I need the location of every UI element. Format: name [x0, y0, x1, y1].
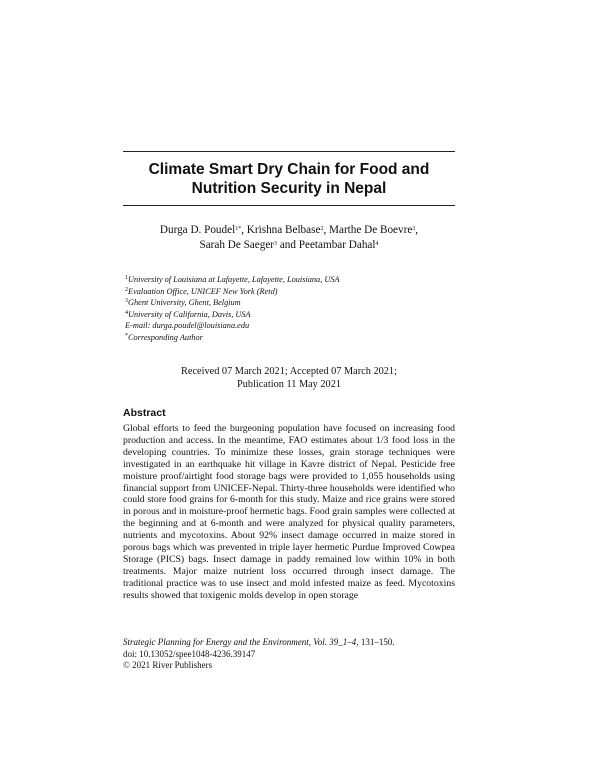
page-range: 131–150. — [358, 637, 395, 647]
author-de-saeger-affil: 3 — [274, 240, 278, 247]
affiliation-item — [125, 297, 455, 309]
affiliation-item — [125, 309, 455, 321]
affiliation-text: University of California, Davis, USA — [128, 309, 251, 319]
affiliation-item — [125, 274, 455, 286]
title-bottom-rule — [123, 205, 455, 206]
author-list — [123, 223, 455, 252]
publication-dates — [123, 365, 455, 391]
author-de-saeger: Sarah De Saeger — [199, 238, 275, 251]
title-top-rule — [123, 151, 455, 152]
author-dahal: and Peetambar Dahal — [277, 238, 376, 251]
abstract-body: Global efforts to feed the burgeoning population have focused on increasing food production and access. In the meantime, FAO estimates about 1/3 food loss in the developing countries. To minimize these losses, grain storage techniques were investigated in an earthquake hit village in Kavre district of Nepal. Pesticide free moisture proof/airtight food storage bags were provided to 1,055 households using financial support from UNICEF-Nepal. Thirty-three households were identified who could store food grains for 6-month for this study. Maize and rice grains were stored in porous and in moisture-proof hermetic bags. Food grain samples were collected at the beginning and at 6-month and were analyzed for physical quality parameters, nutrients and mycotoxins. About 92% insect damage occurred in maize stored in porous bags which was prevented in triple layer hermetic Purdue Improved Cowpea Storage (PICS) bags. Insect damage in paddy remained low within 10% in both treatments. Major maize nutrient loss occurred through insect damage. The traditional practice was to use insect and mold infested maize as feed. Mycotoxins results showed that toxigenic molds develop in open storage — [123, 423, 455, 601]
journal-citation — [123, 637, 455, 649]
author-belbase-affil: 2 — [320, 226, 324, 232]
publication-date: Publication 11 May 2021 — [236, 379, 341, 390]
citation-footer — [123, 637, 455, 672]
affiliation-text: Ghent University, Ghent, Belgium — [128, 298, 241, 308]
affiliation-marker: 2 — [125, 286, 128, 293]
author-de-boevre-affil: 3 — [412, 226, 416, 232]
author-belbase: , Krishna Belbase — [241, 224, 321, 236]
abstract-heading: Abstract — [123, 407, 166, 419]
affiliation-item — [125, 286, 455, 298]
title-line-1: Climate Smart Dry Chain for Food and — [148, 161, 430, 178]
affiliation-marker: 3 — [125, 298, 128, 305]
received-accepted-dates: Received 07 March 2021; Accepted 07 March 2021; — [181, 366, 397, 377]
affiliation-list — [125, 274, 455, 344]
copyright: © 2021 River Publishers — [123, 660, 213, 671]
author-poudel-affil: 1* — [235, 226, 242, 232]
paper-title — [123, 160, 455, 198]
affiliation-marker: 4 — [125, 309, 128, 316]
affiliation-text: University of Louisiana at Lafayette, Lafayette, Louisiana, USA — [128, 275, 340, 284]
author-separator: , — [415, 224, 419, 236]
author-de-boevre: , Marthe De Boevre — [323, 224, 413, 236]
author-line-1 — [123, 223, 455, 238]
doi[interactable]: doi: 10.13052/spee1048-4236.39147 — [123, 648, 256, 659]
email-line[interactable]: E-mail: durga.poudel@louisiana.edu — [125, 321, 250, 331]
journal-name: Strategic Planning for Energy and the Environment, Vol. 39_1–4, — [123, 637, 359, 647]
affiliation-text: Evaluation Office, UNICEF New York (Retd) — [128, 286, 278, 296]
title-line-2: Nutrition Security in Nepal — [191, 180, 387, 197]
corresponding-text: Corresponding Author — [128, 332, 203, 342]
author-poudel: Durga D. Poudel — [159, 224, 236, 236]
author-dahal-affil: 4 — [375, 240, 379, 247]
corresponding-author-note — [125, 332, 455, 344]
affiliation-marker: 1 — [125, 275, 128, 281]
corresponding-marker: * — [125, 332, 128, 339]
author-line-2 — [123, 238, 455, 253]
